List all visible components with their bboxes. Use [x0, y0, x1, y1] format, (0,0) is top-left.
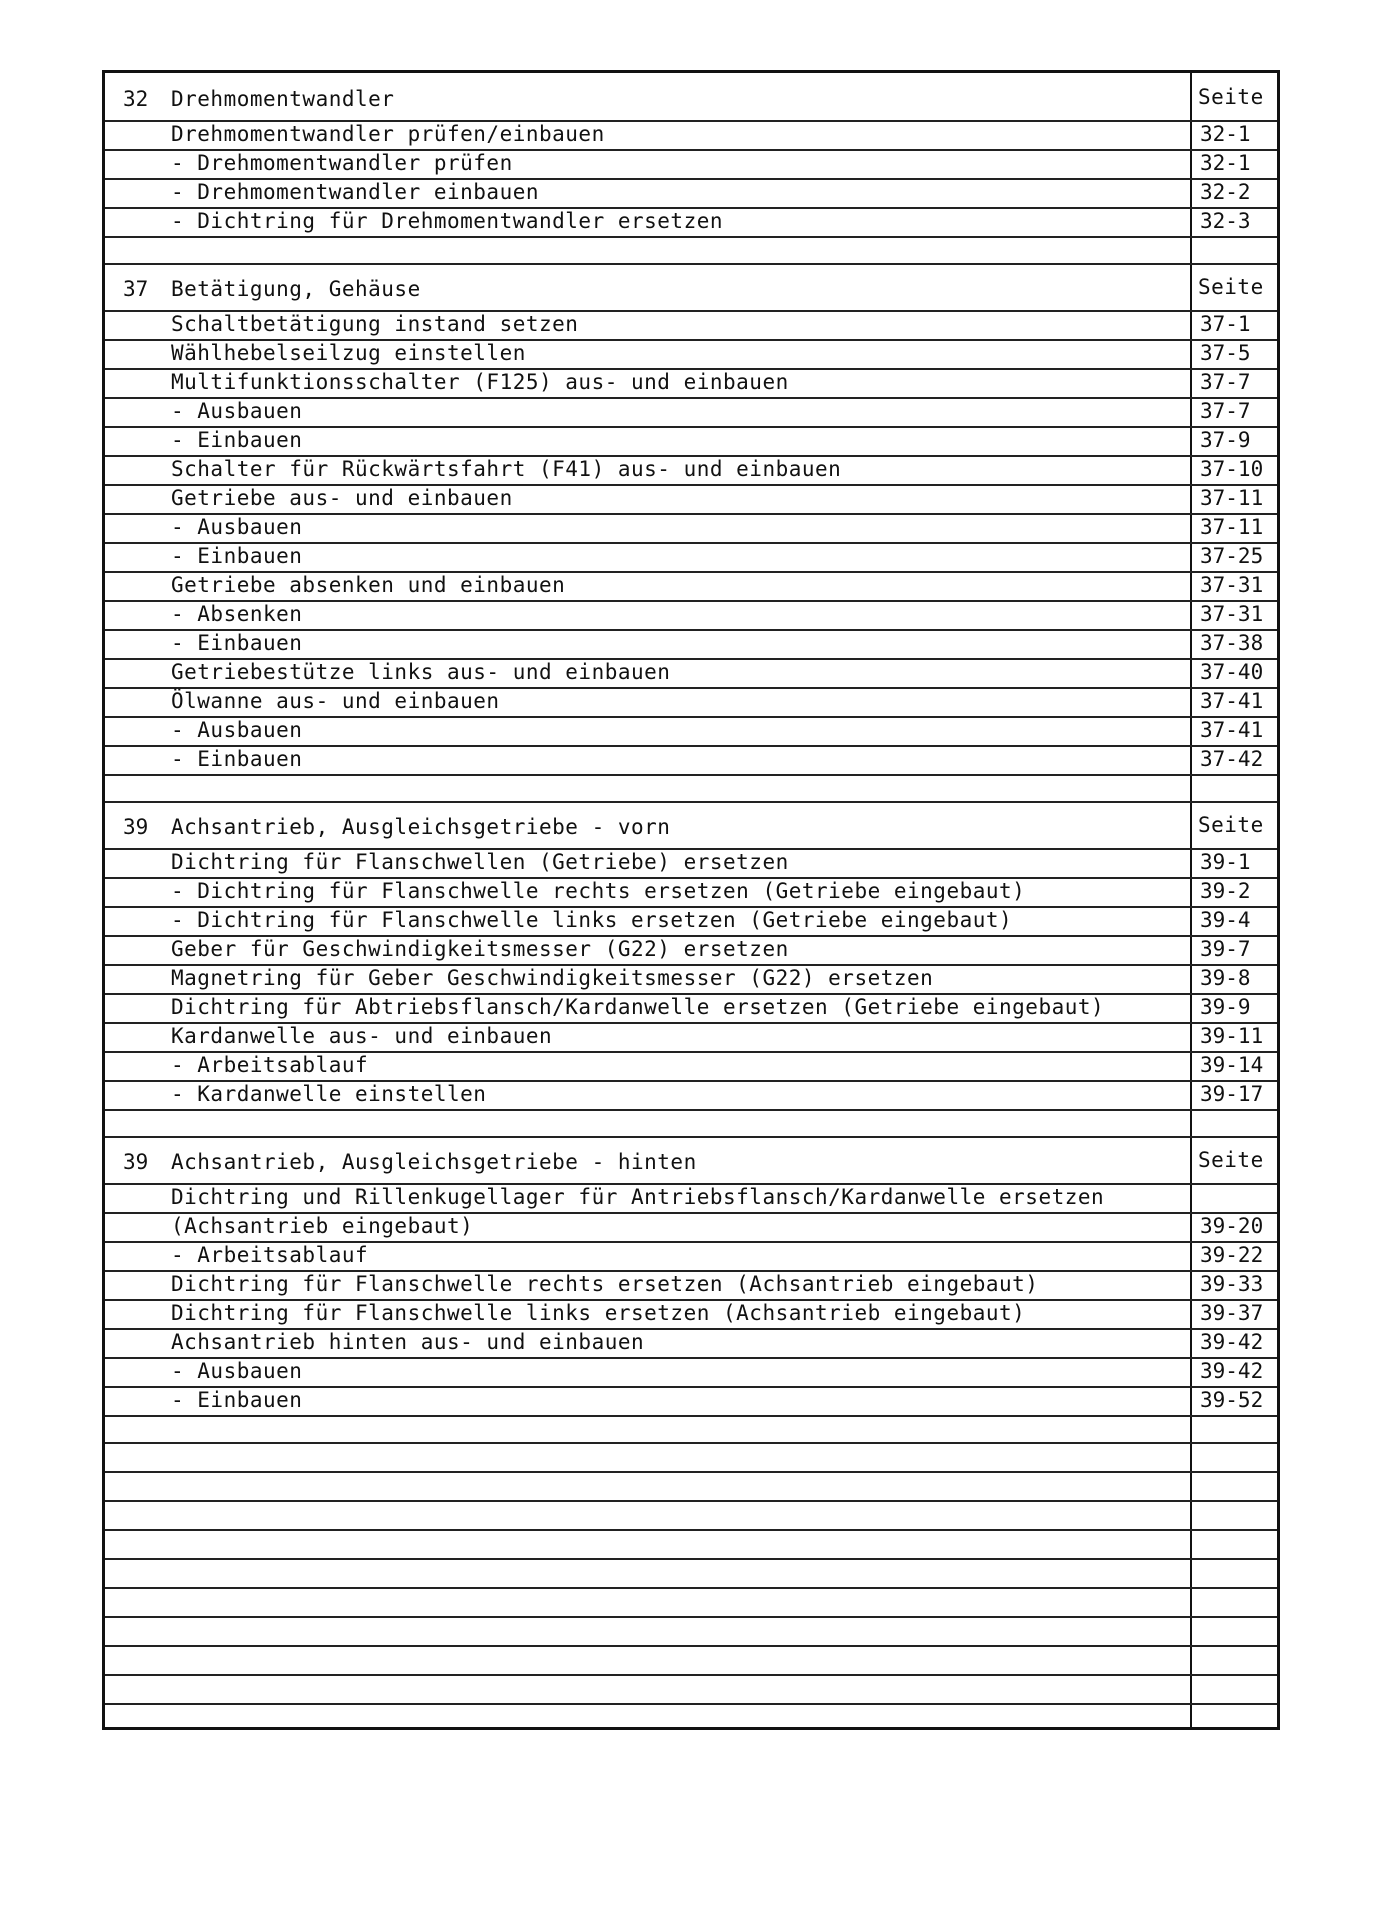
entry-page: 39-52: [1200, 1388, 1264, 1412]
entry-text: - Dichtring für Flanschwelle rechts ersetzen (Getriebe eingebaut): [171, 879, 1026, 903]
toc-entry: [105, 935, 1277, 966]
entry-page: 39-1: [1200, 850, 1251, 874]
blank-row: [105, 1415, 1277, 1444]
entry-page: 37-7: [1200, 399, 1251, 423]
toc-entry: [105, 1051, 1277, 1082]
toc-entry: [105, 455, 1277, 486]
entry-text: Dichtring für Flanschwelle rechts ersetzen (Achsantrieb eingebaut): [171, 1272, 1039, 1296]
toc-entry: [105, 178, 1277, 209]
entry-page: 39-42: [1200, 1359, 1264, 1383]
toc-entry: [105, 571, 1277, 602]
entry-page: 37-11: [1200, 486, 1264, 510]
toc-entry: [105, 1241, 1277, 1272]
entry-text: Wählhebelseilzug einstellen: [171, 341, 526, 365]
blank-row: [105, 1587, 1277, 1618]
entry-text: - Dichtring für Drehmomentwandler ersetzen: [171, 209, 724, 233]
section-title: Drehmomentwandler: [171, 87, 395, 111]
blank-row: [105, 1616, 1277, 1647]
entry-page: 37-41: [1200, 689, 1264, 713]
section-number: 39: [123, 815, 149, 839]
entry-text: - Einbauen: [171, 747, 303, 771]
toc-entry: [105, 513, 1277, 544]
toc-entry: [105, 1386, 1277, 1417]
entry-page: 37-11: [1200, 515, 1264, 539]
toc-entry: [105, 745, 1277, 776]
toc-entry: [105, 149, 1277, 180]
entry-page: 39-9: [1200, 995, 1251, 1019]
entry-page: 32-1: [1200, 122, 1251, 146]
entry-text: Getriebe aus- und einbauen: [171, 486, 513, 510]
entry-text: - Einbauen: [171, 631, 303, 655]
entry-text: - Drehmomentwandler prüfen: [171, 151, 513, 175]
entry-page: 37-38: [1200, 631, 1264, 655]
page-column-header: Seite: [1198, 85, 1264, 109]
toc-entry: [105, 207, 1277, 238]
entry-text: Geber für Geschwindigkeitsmesser (G22) ersetzen: [171, 937, 789, 961]
entry-page: 39-7: [1200, 937, 1251, 961]
entry-text: Drehmomentwandler prüfen/einbauen: [171, 122, 605, 146]
toc-entry: [105, 716, 1277, 747]
entry-text: - Ausbauen: [171, 399, 303, 423]
toc-entry: [105, 484, 1277, 515]
entry-page: 37-9: [1200, 428, 1251, 452]
blank-row: [105, 774, 1277, 803]
blank-row: [105, 1529, 1277, 1560]
entry-page: 32-3: [1200, 209, 1251, 233]
entry-page: 39-4: [1200, 908, 1251, 932]
toc-entry: [105, 1357, 1277, 1388]
toc-entry: [105, 687, 1277, 718]
toc-entry: [105, 1299, 1277, 1330]
blank-row: [105, 236, 1277, 265]
section-number: 39: [123, 1150, 149, 1174]
section-number: 37: [123, 277, 149, 301]
entry-page: 37-1: [1200, 312, 1251, 336]
entry-page: 39-37: [1200, 1301, 1264, 1325]
entry-page: 39-20: [1200, 1214, 1264, 1238]
blank-row: [105, 1500, 1277, 1531]
section-number: 32: [123, 87, 149, 111]
entry-text: Ölwanne aus- und einbauen: [171, 689, 500, 713]
entry-text: Kardanwelle aus- und einbauen: [171, 1024, 553, 1048]
entry-text: - Arbeitsablauf: [171, 1243, 369, 1267]
entry-text: - Absenken: [171, 602, 303, 626]
entry-page: 39-8: [1200, 966, 1251, 990]
entry-text: - Ausbauen: [171, 515, 303, 539]
entry-text: Dichtring für Abtriebsflansch/Kardanwelle ersetzen (Getriebe eingebaut): [171, 995, 1105, 1019]
entry-page: 37-42: [1200, 747, 1264, 771]
entry-text: - Dichtring für Flanschwelle links ersetzen (Getriebe eingebaut): [171, 908, 1013, 932]
toc-entry: [105, 426, 1277, 457]
toc-entry: [105, 1328, 1277, 1359]
entry-page: 39-42: [1200, 1330, 1264, 1354]
toc-entry: [105, 120, 1277, 151]
entry-page: 39-2: [1200, 879, 1251, 903]
entry-text: Magnetring für Geber Geschwindigkeitsmesser (G22) ersetzen: [171, 966, 934, 990]
toc-entry: [105, 906, 1277, 937]
section-title: Achsantrieb, Ausgleichsgetriebe - vorn: [171, 815, 671, 839]
toc-entry: [105, 1183, 1277, 1214]
toc-entry: [105, 1022, 1277, 1053]
entry-page: 39-33: [1200, 1272, 1264, 1296]
page-column-header: Seite: [1198, 275, 1264, 299]
entry-text: Schalter für Rückwärtsfahrt (F41) aus- und einbauen: [171, 457, 842, 481]
entry-text: Dichtring für Flanschwellen (Getriebe) ersetzen: [171, 850, 789, 874]
entry-page: 39-14: [1200, 1053, 1264, 1077]
toc-entry: [105, 1270, 1277, 1301]
section-title: Betätigung, Gehäuse: [171, 277, 421, 301]
toc-entry: [105, 1212, 1277, 1243]
entry-text: - Drehmomentwandler einbauen: [171, 180, 540, 204]
toc-entry: [105, 1080, 1277, 1111]
entry-text: - Arbeitsablauf: [171, 1053, 369, 1077]
entry-page: 37-31: [1200, 573, 1264, 597]
entry-page: 37-25: [1200, 544, 1264, 568]
toc-entry: [105, 339, 1277, 370]
entry-text: - Einbauen: [171, 1388, 303, 1412]
blank-row: [105, 1674, 1277, 1705]
toc-entry: [105, 658, 1277, 689]
entry-text: - Einbauen: [171, 544, 303, 568]
toc-entry: [105, 964, 1277, 995]
entry-page: 39-17: [1200, 1082, 1264, 1106]
entry-text: (Achsantrieb eingebaut): [171, 1214, 474, 1238]
section-title: Achsantrieb, Ausgleichsgetriebe - hinten: [171, 1150, 697, 1174]
entry-page: 39-22: [1200, 1243, 1264, 1267]
entry-text: - Ausbauen: [171, 718, 303, 742]
toc-entry: [105, 310, 1277, 341]
blank-row: [105, 1442, 1277, 1473]
entry-page: 37-7: [1200, 370, 1251, 394]
entry-text: Dichtring und Rillenkugellager für Antriebsflansch/Kardanwelle ersetzen: [171, 1185, 1105, 1209]
entry-page: 39-11: [1200, 1024, 1264, 1048]
entry-page: 32-2: [1200, 180, 1251, 204]
entry-page: 37-5: [1200, 341, 1251, 365]
entry-text: Getriebestütze links aus- und einbauen: [171, 660, 671, 684]
entry-text: - Ausbauen: [171, 1359, 303, 1383]
entry-text: Schaltbetätigung instand setzen: [171, 312, 579, 336]
toc-entry: [105, 848, 1277, 879]
page-column-header: Seite: [1198, 1148, 1264, 1172]
toc-entry: [105, 397, 1277, 428]
toc-entry: [105, 877, 1277, 908]
entry-page: 37-40: [1200, 660, 1264, 684]
toc-entry: [105, 368, 1277, 399]
entry-page: 32-1: [1200, 151, 1251, 175]
entry-text: - Einbauen: [171, 428, 303, 452]
blank-row: [105, 1645, 1277, 1676]
section-header: [105, 73, 1277, 122]
entry-text: - Kardanwelle einstellen: [171, 1082, 487, 1106]
entry-text: Getriebe absenken und einbauen: [171, 573, 566, 597]
section-header: [105, 1136, 1277, 1185]
toc-entry: [105, 993, 1277, 1024]
page-column-header: Seite: [1198, 813, 1264, 837]
entry-text: Multifunktionsschalter (F125) aus- und einbauen: [171, 370, 789, 394]
entry-text: Achsantrieb hinten aus- und einbauen: [171, 1330, 645, 1354]
entry-page: 37-41: [1200, 718, 1264, 742]
section-header: [105, 801, 1277, 850]
section-header: [105, 263, 1277, 312]
toc-entry: [105, 600, 1277, 631]
toc-entry: [105, 629, 1277, 660]
blank-row: [105, 1471, 1277, 1502]
entry-page: 37-31: [1200, 602, 1264, 626]
blank-row: [105, 1109, 1277, 1138]
blank-row: [105, 1558, 1277, 1589]
toc-entry: [105, 542, 1277, 573]
entry-text: Dichtring für Flanschwelle links ersetzen (Achsantrieb eingebaut): [171, 1301, 1026, 1325]
entry-page: 37-10: [1200, 457, 1264, 481]
table-of-contents: [102, 70, 1280, 1730]
